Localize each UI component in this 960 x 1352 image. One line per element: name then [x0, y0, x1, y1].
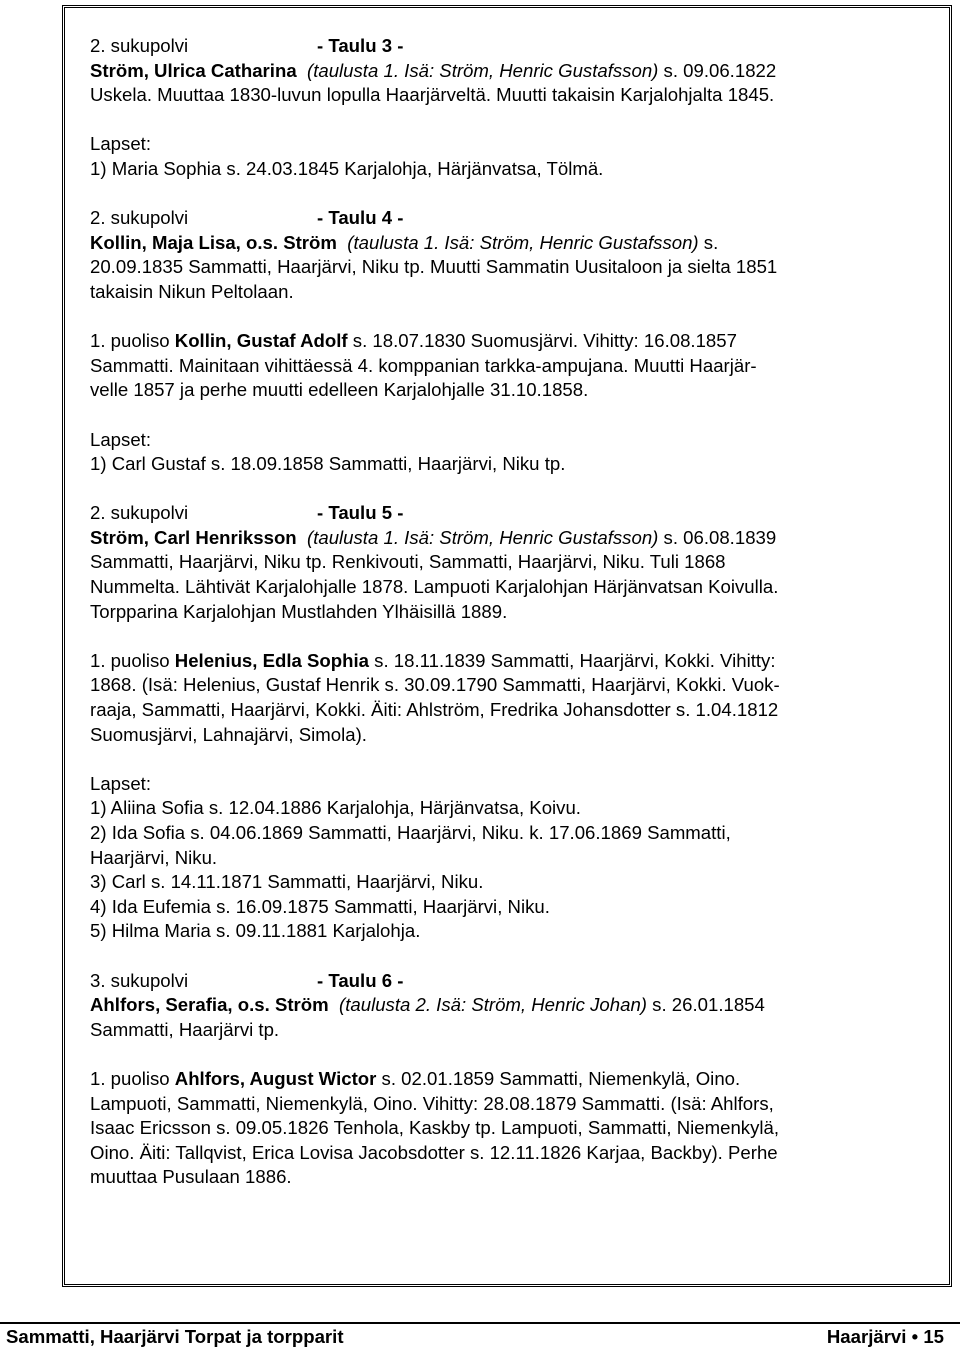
table-header: [90, 501, 935, 526]
table-number: - Taulu 4 -: [317, 207, 404, 229]
spouse-name: Ahlfors, August Wictor: [174, 1067, 377, 1089]
spouse-name: Kollin, Gustaf Adolf: [174, 330, 348, 352]
spouse-line: muuttaa Pusulaan 1886.: [90, 1166, 292, 1188]
person-name: Ahlfors, Serafia, o.s. Ström: [90, 994, 329, 1016]
generation-label: 3. sukupolvi: [90, 969, 189, 991]
spouse-prefix: 1. puoliso: [90, 330, 175, 352]
spouse-name: Helenius, Edla Sophia: [174, 649, 370, 671]
person-entry: [90, 59, 935, 84]
footer-title: Sammatti, Haarjärvi Torpat ja torpparit: [6, 1326, 344, 1347]
children-label: Lapset:: [90, 772, 151, 794]
detail-line: s. 06.08.1839: [658, 526, 777, 548]
child-line: 4) Ida Eufemia s. 16.09.1875 Sammatti, Haarjärvi, Niku.: [90, 895, 550, 917]
detail-line: Uskela. Muuttaa 1830-luvun lopulla Haarjärveltä. Muutti takaisin Karjalohjalta 1845.: [90, 84, 775, 106]
table-number: - Taulu 6 -: [317, 969, 404, 991]
table-number: - Taulu 3 -: [317, 35, 404, 56]
parent-reference: (taulusta 2. Isä: Ström, Henric Johan): [339, 994, 647, 1016]
person-entry: [90, 526, 935, 551]
spouse-line: Isaac Ericsson s. 09.05.1826 Tenhola, Kaskby tp. Lampuoti, Sammatti, Niemenkylä,: [90, 1117, 780, 1139]
child-line: 5) Hilma Maria s. 09.11.1881 Karjalohja.: [90, 920, 421, 942]
detail-line: takaisin Nikun Peltolaan.: [90, 280, 294, 302]
child-line: 2) Ida Sofia s. 04.06.1869 Sammatti, Haarjärvi, Niku. k. 17.06.1869 Sammatti,: [90, 822, 731, 843]
spouse-entry: [90, 649, 935, 674]
page-number: 15: [923, 1326, 944, 1347]
person-entry: [90, 231, 935, 256]
footer-section-name: Haarjärvi: [826, 1326, 907, 1347]
detail-line: s.: [698, 231, 719, 253]
generation-label: 2. sukupolvi: [90, 502, 189, 524]
person-name: Kollin, Maja Lisa, o.s. Ström: [90, 231, 337, 253]
spouse-entry: [90, 1067, 935, 1092]
spouse-line: 1868. (Isä: Helenius, Gustaf Henrik s. 30.09.1790 Sammatti, Haarjärvi, Kokki. Vuok-: [90, 674, 780, 696]
spouse-line: raaja, Sammatti, Haarjärvi, Kokki. Äiti: Ahlström, Fredrika Johansdotter s. 1.04.1812: [90, 699, 779, 721]
spouse-line: s. 02.01.1859 Sammatti, Niemenkylä, Oino.: [376, 1067, 741, 1089]
detail-line: Nummelta. Lähtivät Karjalohjalle 1878. Lampuoti Karjalohjan Härjänvatsan Koivulla.: [90, 576, 779, 598]
spouse-line: Oino. Äiti: Tallqvist, Erica Lovisa Jacobsdotter s. 12.11.1826 Karjaa, Backby). Perhe: [90, 1141, 778, 1163]
children-label: Lapset:: [90, 428, 151, 450]
child-line: Haarjärvi, Niku.: [90, 846, 218, 868]
detail-line: Sammatti, Haarjärvi, Niku tp. Renkivouti, Sammatti, Haarjärvi, Niku. Tuli 1868: [90, 551, 726, 573]
spouse-entry: [90, 329, 935, 354]
detail-line: 20.09.1835 Sammatti, Haarjärvi, Niku tp. Muutti Sammatin Uusitaloon ja sielta 1851: [90, 256, 778, 278]
parent-reference: (taulusta 1. Isä: Ström, Henric Gustafsson): [347, 231, 699, 253]
person-name: Ström, Ulrica Catharina: [90, 59, 297, 81]
table-number: - Taulu 5 -: [317, 502, 404, 524]
spouse-line: Suomusjärvi, Lahnajärvi, Simola).: [90, 723, 367, 745]
spouse-line: s. 18.07.1830 Suomusjärvi. Vihitty: 16.08.1857: [347, 330, 737, 352]
spouse-line: velle 1857 ja perhe muutti edelleen Karjalohjalle 31.10.1858.: [90, 379, 589, 401]
child-line: 1) Maria Sophia s. 24.03.1845 Karjalohja, Härjänvatsa, Tölmä.: [90, 157, 604, 179]
table-header: [90, 34, 935, 59]
child-line: 1) Carl Gustaf s. 18.09.1858 Sammatti, Haarjärvi, Niku tp.: [90, 453, 566, 475]
footer-rule: [0, 1322, 960, 1324]
table-header: [90, 969, 935, 994]
detail-line: s. 09.06.1822: [658, 59, 777, 81]
spouse-line: Lampuoti, Sammatti, Niemenkylä, Oino. Vihitty: 28.08.1879 Sammatti. (Isä: Ahlfors,: [90, 1092, 774, 1114]
spouse-prefix: 1. puoliso: [90, 649, 175, 671]
parent-reference: (taulusta 1. Isä: Ström, Henric Gustafsson): [307, 59, 659, 81]
spouse-line: Sammatti. Mainitaan vihittäessä 4. komppanian tarkka-ampujana. Muutti Haarjär-: [90, 354, 757, 376]
footer-page-info: [827, 1326, 944, 1348]
generation-label: 2. sukupolvi: [90, 207, 189, 229]
person-entry: [90, 993, 935, 1018]
spouse-line: s. 18.11.1839 Sammatti, Haarjärvi, Kokki. Vihitty:: [369, 649, 776, 671]
detail-line: Torpparina Karjalohjan Mustlahden Ylhäisillä 1889.: [90, 600, 508, 622]
generation-label: 2. sukupolvi: [90, 35, 189, 56]
bullet-icon: •: [911, 1326, 919, 1347]
detail-line: s. 26.01.1854: [647, 994, 765, 1016]
person-name: Ström, Carl Henriksson: [90, 526, 297, 548]
detail-line: Sammatti, Haarjärvi tp.: [90, 1018, 280, 1040]
document-body: [90, 34, 935, 1190]
table-header: [90, 206, 935, 231]
child-line: 3) Carl s. 14.11.1871 Sammatti, Haarjärvi, Niku.: [90, 871, 484, 893]
children-label: Lapset:: [90, 133, 151, 155]
page-footer: [0, 1322, 960, 1352]
spouse-prefix: 1. puoliso: [90, 1067, 175, 1089]
child-line: 1) Aliina Sofia s. 12.04.1886 Karjalohja, Härjänvatsa, Koivu.: [90, 797, 581, 819]
parent-reference: (taulusta 1. Isä: Ström, Henric Gustafsson): [307, 526, 659, 548]
